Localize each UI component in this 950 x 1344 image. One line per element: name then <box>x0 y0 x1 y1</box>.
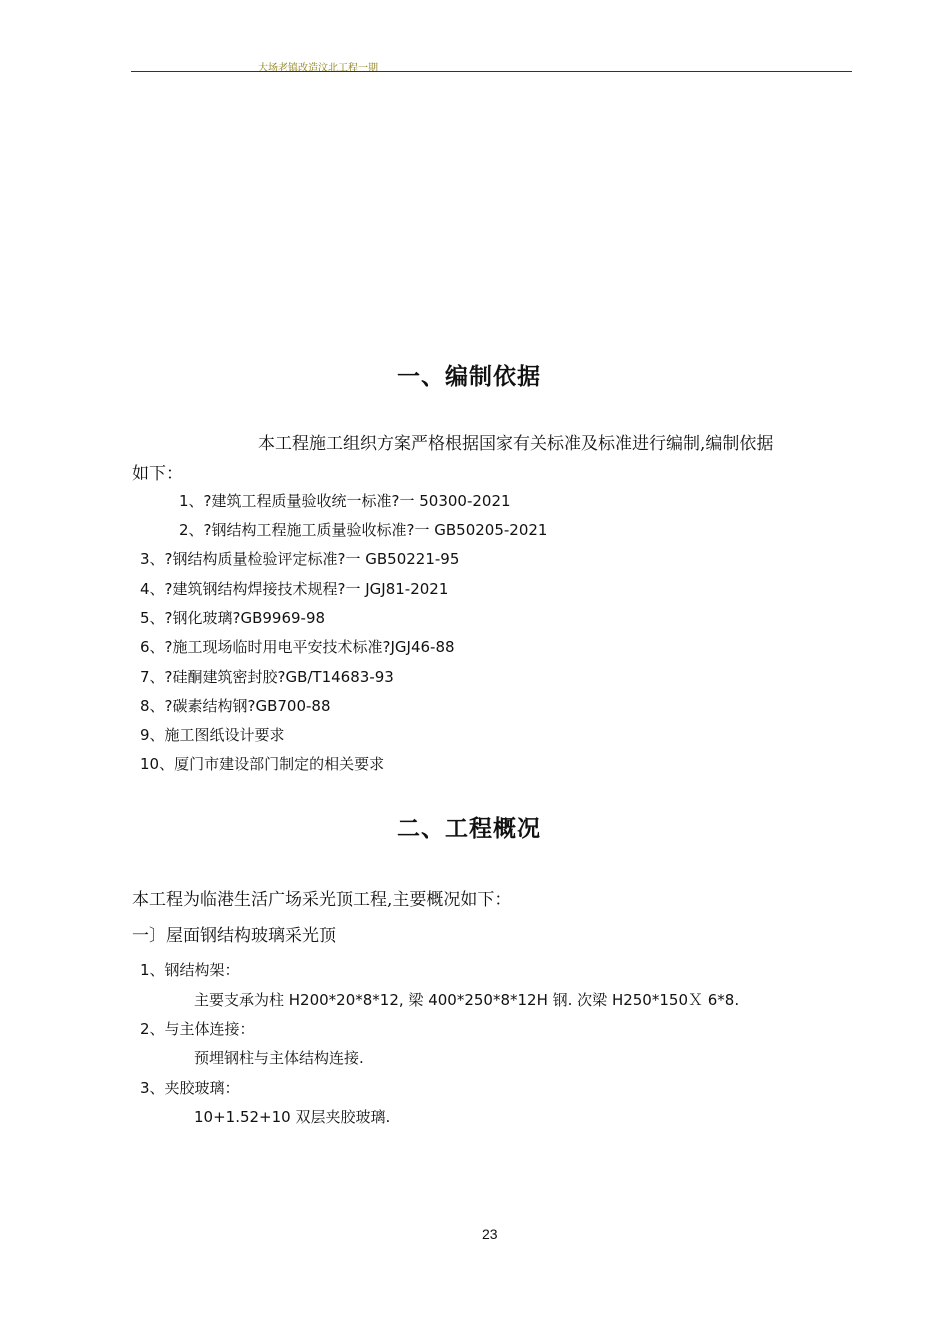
reference-item: 3、?钢结构质量检验评定标准?一 GB50221-95 <box>140 550 460 568</box>
reference-item: 1、?建筑工程质量验收统一标准?一 50300-2021 <box>179 492 511 510</box>
reference-item: 10、厦门市建设部门制定的相关要求 <box>140 755 385 773</box>
reference-item: 2、?钢结构工程施工质量验收标准?一 GB50205-2021 <box>179 521 548 539</box>
basis-intro-line1: 本工程施工组织方案严格根据国家有关标准及标准进行编制,编制依据 <box>258 434 774 454</box>
overview-subheading: 一〕屋面钢结构玻璃采光顶 <box>132 926 336 946</box>
reference-item: 6、?施工现场临时用电平安技术标准?JGJ46-88 <box>140 638 455 656</box>
section-title-basis: 一、编制依据 <box>397 363 541 390</box>
reference-item: 9、施工图纸设计要求 <box>140 726 285 744</box>
section-title-overview: 二、工程概况 <box>397 815 541 842</box>
header-divider <box>131 71 852 72</box>
reference-item: 7、?硅酮建筑密封胶?GB/T14683-93 <box>140 668 394 686</box>
overview-item-label: 3、夹胶玻璃： <box>140 1079 240 1097</box>
reference-item: 5、?钢化玻璃?GB9969-98 <box>140 609 326 627</box>
reference-item: 8、?碳素结构钢?GB700-88 <box>140 697 331 715</box>
overview-item-text: 预埋钢柱与主体结构连接. <box>194 1049 364 1067</box>
overview-item-text: 10+1.52+10 双层夹胶玻璃. <box>194 1108 391 1126</box>
overview-intro: 本工程为临港生活广场采光顶工程,主要概况如下： <box>132 890 512 910</box>
page-number: 23 <box>482 1226 498 1242</box>
basis-intro-line2: 如下： <box>132 464 183 484</box>
overview-item-label: 1、钢结构架： <box>140 961 240 979</box>
running-header: 大场老镇改造汶北工程一期 <box>258 63 378 74</box>
overview-item-label: 2、与主体连接： <box>140 1020 255 1038</box>
reference-item: 4、?建筑钢结构焊接技术规程?一 JGJ81-2021 <box>140 580 449 598</box>
overview-item-text: 主要支承为柱 H200*20*8*12, 梁 400*250*8*12H 钢. 次梁 H250*150Ｘ 6*8. <box>194 991 740 1009</box>
